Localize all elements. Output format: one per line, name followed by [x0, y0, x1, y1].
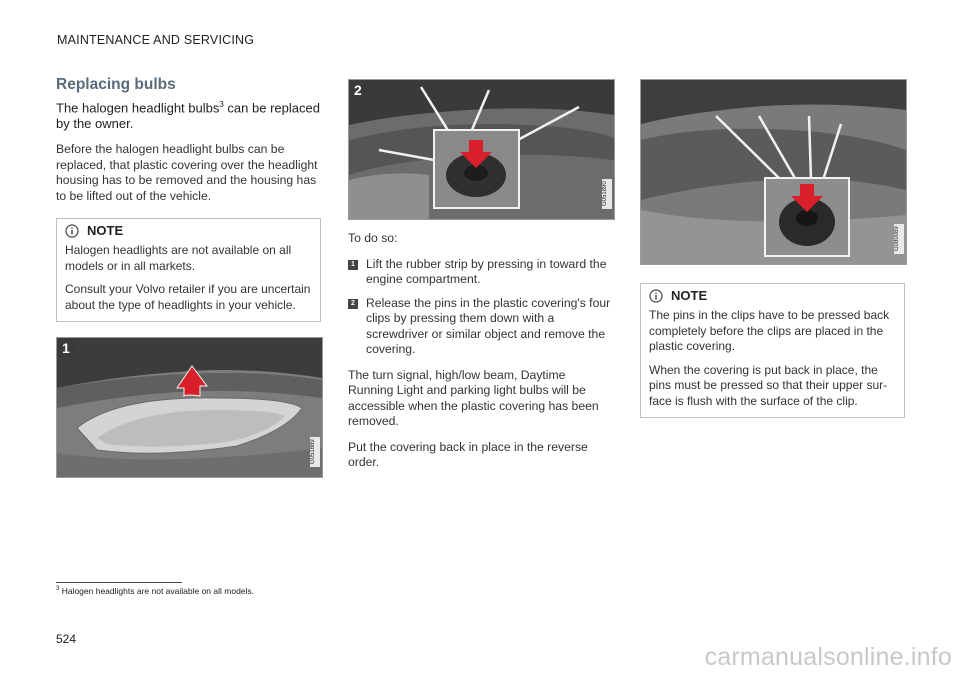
note-paragraph: Consult your Volvo retailer if you are uncertain about the type of headlights in your vehicle. — [65, 282, 311, 312]
figure-step-2 — [348, 79, 615, 220]
figure-clip — [640, 79, 907, 265]
figure-id: G051889 — [310, 437, 320, 467]
step-number-badge: 1 — [348, 260, 358, 270]
page-title: Replacing bulbs — [56, 76, 176, 93]
note-paragraph: When the covering is put back in place, the pins must be pressed so that their upper sur-face is flush with the surface of the clip. — [649, 362, 888, 408]
footnote-text: Halogen headlights are not available on all models. — [59, 586, 255, 596]
column-right — [640, 79, 905, 418]
intro-paragraph: Before the halogen headlight bulbs can be replaced, that plastic covering over the headlight housing has to be removed and the housing has to be lifted out of the vehicle. — [56, 142, 318, 203]
clip-closeup-illustration — [641, 80, 906, 264]
info-icon — [65, 224, 79, 238]
subtitle-text: The halogen headlight bulbs — [56, 100, 220, 116]
watermark[interactable]: carmanualsonline.info — [704, 643, 952, 671]
footnote-number: 3 — [56, 586, 60, 593]
step-item — [348, 257, 613, 288]
page-number: 524 — [56, 632, 77, 646]
note-paragraph: The pins in the clips have to be pressed back completely before the clips are placed in the plastic covering. — [649, 308, 890, 353]
footnote-divider — [56, 582, 182, 583]
headlight-illustration — [57, 338, 322, 477]
step-1-marker: 1 — [62, 340, 70, 357]
note-box — [56, 218, 321, 322]
footnote-ref[interactable]: 3 — [219, 100, 224, 109]
info-icon — [649, 289, 663, 303]
bulbs-paragraph: The turn signal, high/low beam, Daytime Running Light and parking light bulbs will be accessible when the plastic covering has been removed. — [348, 367, 599, 428]
engine-clip-illustration — [349, 80, 614, 219]
reassembly-paragraph: Put the covering back in place in the reverse order. — [348, 439, 588, 469]
note-label: NOTE — [87, 223, 124, 239]
note-label: NOTE — [671, 288, 708, 303]
note-paragraph: Halogen headlights are not available on all models or in all markets. — [65, 243, 292, 273]
step-text: Release the pins in the plastic covering's four clips by pressing them down with a screwdriver or similar object and remove the covering. — [366, 295, 611, 356]
step-number-badge: 2 — [348, 299, 358, 309]
figure-step-1 — [56, 337, 323, 478]
step-text: Lift the rubber strip by pressing in toward the engine compartment. — [366, 256, 607, 286]
note-box — [640, 283, 905, 418]
subtitle-text-end: can be replaced by the owner. — [56, 100, 320, 132]
figure-id: G080089 — [894, 224, 904, 254]
footnote — [56, 586, 254, 596]
figure-id: G051890 — [602, 179, 612, 209]
lead-text: To do so: — [348, 231, 398, 245]
note-header — [65, 223, 312, 238]
step-2-marker: 2 — [354, 82, 362, 98]
section-header: MAINTENANCE AND SERVICING — [57, 33, 255, 47]
note-header — [649, 288, 896, 303]
column-left — [56, 76, 321, 478]
step-item — [348, 296, 613, 358]
subtitle — [56, 97, 321, 132]
column-middle — [348, 79, 613, 481]
